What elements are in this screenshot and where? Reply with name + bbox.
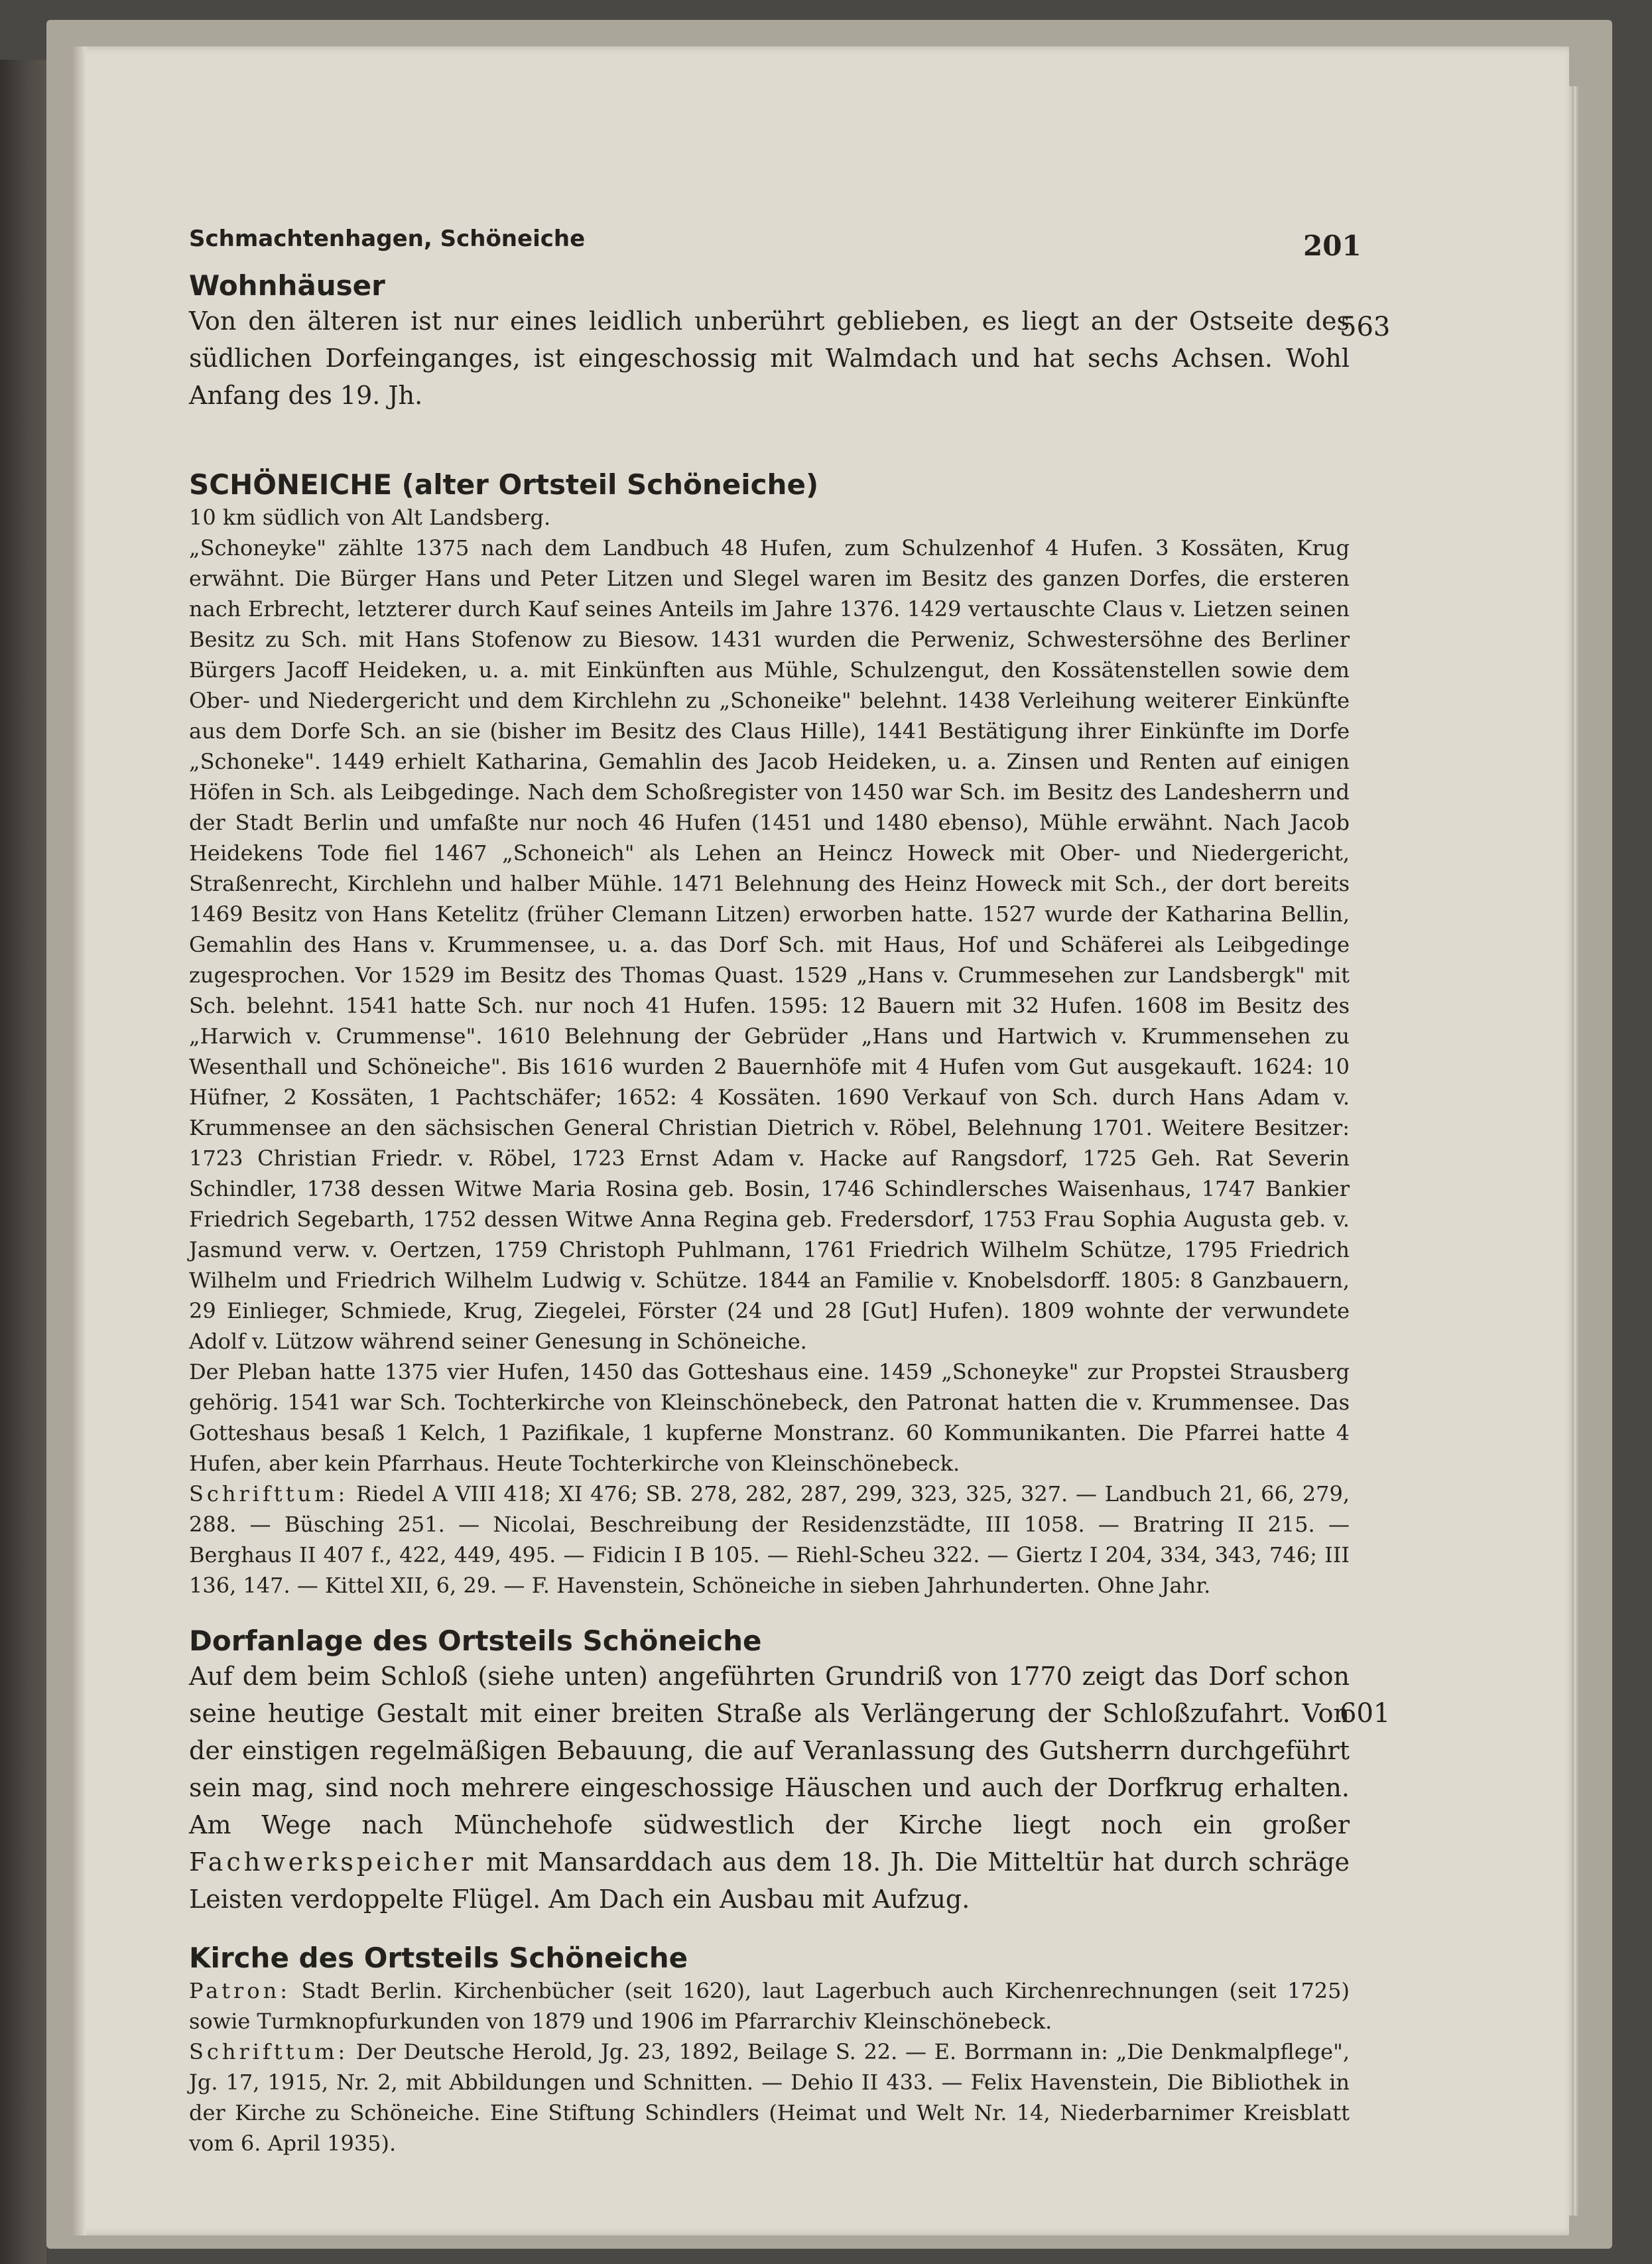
literature-label: Schrifttum:	[189, 1481, 349, 1506]
book-left-edge	[0, 60, 46, 2264]
location-line: 10 km südlich von Alt Landsberg.	[189, 504, 551, 530]
kirche-literature-label: Schrifttum:	[189, 2038, 349, 2064]
paragraph-wohnhaeuser: Von den älteren ist nur eines leidlich unberührt geblieben, es liegt an der Ostseite des südlichen Dorfeinganges, ist eingeschossig mit Walmdach und hat sechs Achsen. Wohl Anfang des 19. Jh.	[189, 306, 1350, 411]
page-gutter	[72, 46, 86, 2235]
paragraph-history: „Schoneyke" zählte 1375 nach dem Landbuch 48 Hufen, zum Schulzenhof 4 Hufen. 3 Kossäten, Krug erwähnt. Die Bürger Hans und Peter Litzen und Slegel waren im Besitz des ganzen Dorfes, die ersteren nach Erbrecht, letzterer durch Kauf seines Anteils im Jahre 1376. 1429 vertauschte Claus v. Lietzen seinen Besitz zu Sch. mit Hans Stofenow zu Biesow. 1431 wurden die Perweniz, Schwestersöhne des Berliner Bürgers Jacoff Heideken, u. a. mit Einkünften aus Mühle, Schulzengut, den Kossätenstellen sowie dem Ober- und Niedergericht und dem Kirchlehn zu „Schoneike" belehnt. 1438 Verleihung weiterer Einkünfte aus dem Dorfe Sch. an sie (bisher im Besitz des Claus Hille), 1441 Bestätigung ihrer Einkünfte im Dorfe „Schoneke". 1449 erhielt Katharina, Gemahlin des Jacob Heideken, u. a. Zinsen und Renten auf einigen Höfen in Sch. als Leibgedinge. Nach dem Schoßregister von 1450 war Sch. im Besitz des Landesherrn und der Stadt Berlin und umfaßte nur noch 46 Hufen (1451 und 1480 ebenso), Mühle erwähnt. Nach Jacob Heidekens Tode fiel 1467 „Schoneich" als Lehen an Heincz Howeck mit Ober- und Niedergericht, Straßenrecht, Kirchlehn und halber Mühle. 1471 Belehnung des Heinz Howeck mit Sch., der dort bereits 1469 Besitz von Hans Ketelitz (früher Clemann Litzen) erworben hatte. 1527 wurde der Katharina Bellin, Gemahlin des Hans v. Krummensee, u. a. das Dorf Sch. mit Haus, Hof und Schäferei als Leibgedinge zugesprochen. Vor 1529 im Besitz des Thomas Quast. 1529 „Hans v. Crummesehen zur Landsbergk" mit Sch. belehnt. 1541 hatte Sch. nur noch 41 Hufen. 1595: 12 Bauern mit 32 Hufen. 1608 im Besitz des „Harwich v. Crummense". 1610 Belehnung der Gebrüder „Hans und Hartwich v. Krummensehen zu Wesenthall und Schöneiche". Bis 1616 wurden 2 Bauernhöfe mit 4 Hufen vom Gut ausgekauft. 1624: 10 Hüfner, 2 Kossäten, 1 Pachtschäfer; 1652: 4 Kossäten. 1690 Verkauf von Sch. durch Hans Adam v. Krummensee an den sächsischen General Christian Dietrich v. Röbel, Belehnung 1701. Weitere Besitzer: 1723 Christian Friedr. v. Röbel, 1723 Ernst Adam v. Hacke auf Rangsdorf, 1725 Geh. Rat Severin Schindler, 1738 dessen Witwe Maria Rosina geb. Bosin, 1746 Schindlersches Waisenhaus, 1747 Bankier Friedrich Segebarth, 1752 dessen Witwe Anna Regina geb. Fredersdorf, 1753 Frau Sophia Augusta geb. v. Jasmund verw. v. Oertzen, 1759 Christoph Puhlmann, 1761 Friedrich Wilhelm Schütze, 1795 Friedrich Wilhelm und Friedrich Wilhelm Ludwig v. Schütze. 1844 an Familie v. Knobelsdorff. 1805: 8 Ganzbauern, 29 Einlieger, Schmiede, Krug, Ziegelei, Förster (24 und 28 [Gut] Hufen). 1809 wohnte der verwundete Adolf v. Lützow während seiner Genesung in Schöneiche.	[189, 535, 1350, 1354]
heading-schoeneiche: SCHÖNEICHE (alter Ortsteil Schöneiche)	[189, 468, 819, 501]
paragraph-patron	[189, 1975, 1350, 2036]
dorfanlage-text-b: mit Mansarddach aus dem 18. Jh. Die Mitteltür hat durch schräge Leisten verdoppelte Flügel. Am Dach ein Ausbau mit Aufzug.	[189, 1847, 1350, 1914]
heading-kirche: Kirche des Ortsteils Schöneiche	[189, 1942, 688, 1975]
heading-wohnhaeuser: Wohnhäuser	[189, 269, 385, 302]
paragraph-church-history: Der Pleban hatte 1375 vier Hufen, 1450 das Gotteshaus eine. 1459 „Schoneyke" zur Propstei Strausberg gehörig. 1541 war Sch. Tochterkirche von Kleinschönebeck, den Patronat hatten die v. Krummensee. Das Gotteshaus besaß 1 Kelch, 1 Pazifikale, 1 kupferne Monstranz. 60 Kommunikanten. Die Pfarrei hatte 4 Hufen, aber kein Pfarrhaus. Heute Tochterkirche von Kleinschönebeck.	[189, 1359, 1350, 1476]
paragraph-literature	[189, 1479, 1350, 1601]
literature-text: Riedel A VIII 418; XI 476; SB. 278, 282, 287, 299, 323, 325, 327. — Landbuch 21, 66, 279, 288. — Büsching 251. — Nicolai, Beschreibung der Residenzstädte, III 1058. — Bratring II 215. — Berghaus II 407 f., 422, 449, 495. — Fidicin I B 105. — Riehl-Scheu 322. — Giertz I 204, 334, 343, 746; III 136, 147. — Kittel XII, 6, 29. — F. Havenstein, Schöneiche in sieben Jahrhunderten. Ohne Jahr.	[189, 1481, 1350, 1598]
margin-number-601: 601	[1340, 1698, 1391, 1729]
patron-text: Stadt Berlin. Kirchenbücher (seit 1620), laut Lagerbuch auch Kirchenrechnungen (seit 1725) sowie Turmknopfurkunden von 1879 und 1906 im Pfarrarchiv Kleinschönebeck.	[189, 1977, 1350, 2034]
heading-dorfanlage: Dorfanlage des Ortsteils Schöneiche	[189, 1624, 762, 1657]
page-content	[189, 226, 1391, 2159]
margin-number-563: 563	[1340, 312, 1391, 342]
paragraph-dorfanlage	[189, 1658, 1350, 1918]
spaced-term: Fachwerkspeicher	[189, 1847, 477, 1877]
page-number: 201	[1303, 230, 1362, 262]
paragraph-kirche-literature	[189, 2036, 1350, 2159]
running-head: Schmachtenhagen, Schöneiche	[189, 226, 586, 252]
kirche-literature-text: Der Deutsche Herold, Jg. 23, 1892, Beilage S. 22. — E. Borrmann in: „Die Denkmalpflege", Jg. 17, 1915, Nr. 2, mit Abbildungen und Schnitten. — Dehio II 433. — Felix Havenstein, Die Bibliothek in der Kirche zu Schöneiche. Eine Stiftung Schindlers (Heimat und Welt Nr. 14, Niederbarnimer Kreisblatt vom 6. April 1935).	[189, 2038, 1350, 2156]
patron-label: Patron:	[189, 1977, 290, 2003]
dorfanlage-text-a: Auf dem beim Schloß (siehe unten) angeführten Grundriß von 1770 zeigt das Dorf schon seine heutige Gestalt mit einer breiten Straße als Verlängerung der Schloßzufahrt. Von der einstigen regelmäßigen Bebauung, die auf Veranlassung des Gutsherrn durchgeführt sein mag, sind noch mehrere eingeschossige Häuschen und auch der Dorfkrug erhalten. Am Wege nach Münchehofe südwestlich der Kirche liegt noch ein großer	[189, 1662, 1350, 1840]
